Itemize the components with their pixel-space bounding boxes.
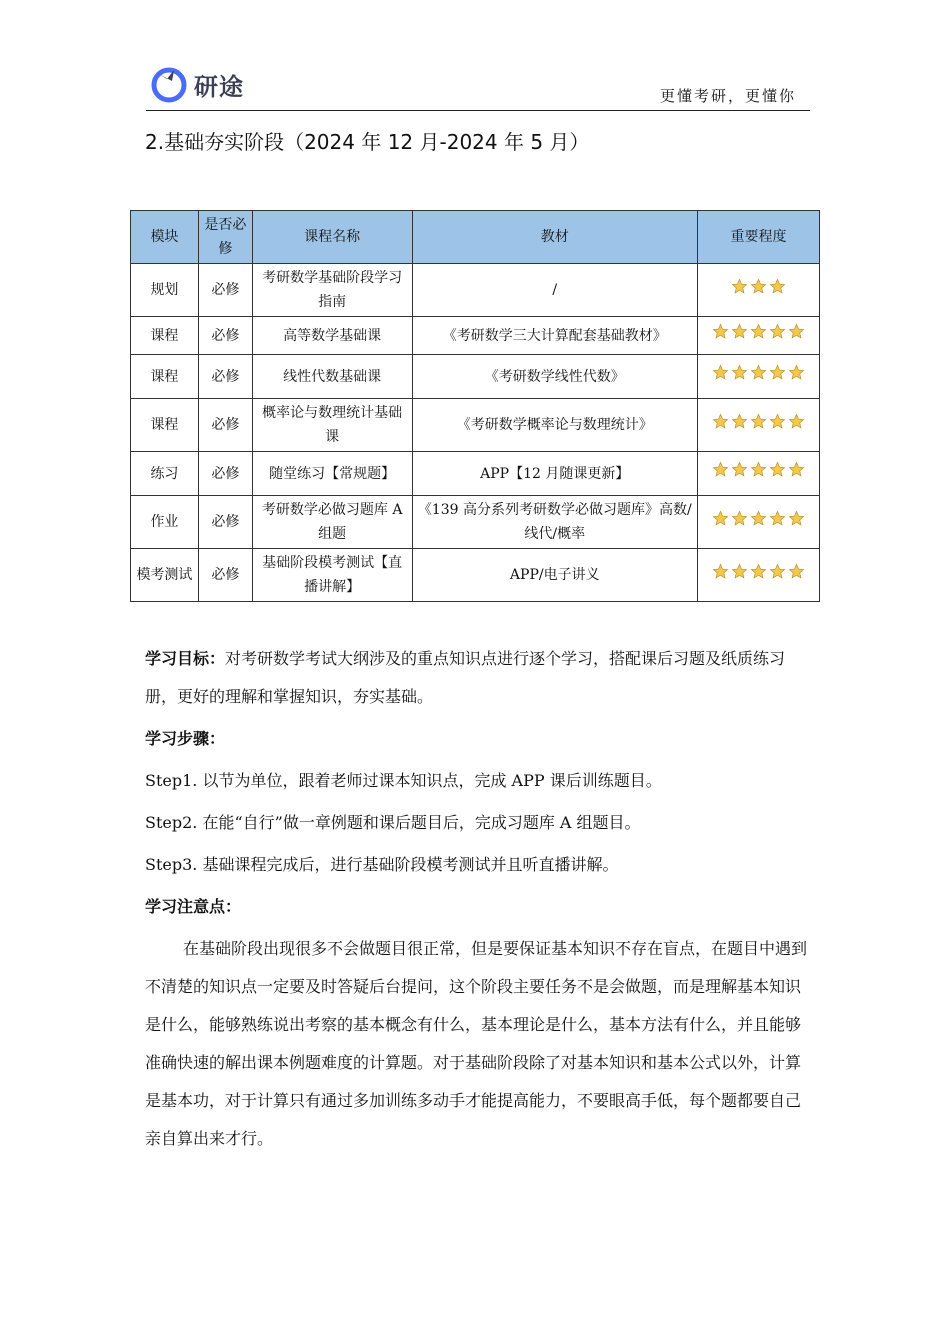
star-icon bbox=[769, 461, 786, 478]
module-cell: 规划 bbox=[131, 264, 199, 317]
column-header: 重要程度 bbox=[698, 211, 820, 264]
column-header: 教材 bbox=[412, 211, 697, 264]
goal-paragraph bbox=[145, 640, 810, 716]
material-cell: 《考研数学概率论与数理统计》 bbox=[412, 399, 697, 452]
module-cell: 模考测试 bbox=[131, 549, 199, 602]
material-cell: APP/电子讲义 bbox=[412, 549, 697, 602]
importance-cell bbox=[698, 317, 820, 355]
star-icon bbox=[712, 510, 729, 527]
importance-cell bbox=[698, 549, 820, 602]
star-icon bbox=[750, 278, 767, 295]
material-cell: 《139 高分系列考研数学必做习题库》高数/线代/概率 bbox=[412, 496, 697, 549]
steps-label: 学习步骤： bbox=[145, 729, 226, 748]
logo-icon bbox=[150, 65, 188, 103]
table-row bbox=[131, 317, 820, 355]
required-cell: 必修 bbox=[198, 355, 252, 399]
star-icon bbox=[750, 461, 767, 478]
table-row bbox=[131, 355, 820, 399]
section-title: 2.基础夯实阶段（2024 年 12 月-2024 年 5 月） bbox=[145, 130, 590, 154]
step-item: Step1. 以节为单位，跟着老师过课本知识点，完成 APP 课后训练题目。 bbox=[145, 771, 662, 790]
column-header: 模块 bbox=[131, 211, 199, 264]
star-icon bbox=[712, 364, 729, 381]
table-row bbox=[131, 549, 820, 602]
star-icon bbox=[731, 323, 748, 340]
star-icon bbox=[731, 413, 748, 430]
module-cell: 课程 bbox=[131, 317, 199, 355]
required-cell: 必修 bbox=[198, 399, 252, 452]
star-rating bbox=[712, 413, 805, 430]
star-rating bbox=[712, 563, 805, 580]
course-cell: 随堂练习【常规题】 bbox=[252, 452, 412, 496]
star-icon bbox=[769, 278, 786, 295]
column-header: 课程名称 bbox=[252, 211, 412, 264]
table-row bbox=[131, 452, 820, 496]
star-icon bbox=[769, 323, 786, 340]
star-icon bbox=[731, 461, 748, 478]
page-header bbox=[146, 62, 810, 111]
star-icon bbox=[712, 461, 729, 478]
table-header-row bbox=[131, 211, 820, 264]
required-cell: 必修 bbox=[198, 317, 252, 355]
notes-label: 学习注意点： bbox=[145, 897, 242, 916]
importance-cell bbox=[698, 264, 820, 317]
star-icon bbox=[769, 563, 786, 580]
study-content bbox=[145, 640, 810, 1158]
table-row bbox=[131, 496, 820, 549]
module-cell: 课程 bbox=[131, 355, 199, 399]
importance-cell bbox=[698, 355, 820, 399]
star-icon bbox=[750, 323, 767, 340]
star-icon bbox=[731, 364, 748, 381]
required-cell: 必修 bbox=[198, 549, 252, 602]
star-icon bbox=[750, 510, 767, 527]
goal-text: 对考研数学考试大纲涉及的重点知识点进行逐个学习，搭配课后习题及纸质练习册，更好的理解和掌握知识，夯实基础。 bbox=[145, 649, 786, 706]
star-icon bbox=[788, 461, 805, 478]
star-icon bbox=[788, 413, 805, 430]
star-icon bbox=[712, 323, 729, 340]
star-icon bbox=[769, 413, 786, 430]
star-icon bbox=[769, 510, 786, 527]
step-item: Step2. 在能“自行”做一章例题和课后题目后，完成习题库 A 组题目。 bbox=[145, 813, 641, 832]
course-cell: 概率论与数理统计基础课 bbox=[252, 399, 412, 452]
star-icon bbox=[788, 510, 805, 527]
importance-cell bbox=[698, 452, 820, 496]
material-cell: APP【12 月随课更新】 bbox=[412, 452, 697, 496]
module-cell: 练习 bbox=[131, 452, 199, 496]
required-cell: 必修 bbox=[198, 452, 252, 496]
course-cell: 基础阶段模考测试【直播讲解】 bbox=[252, 549, 412, 602]
module-cell: 课程 bbox=[131, 399, 199, 452]
goal-label: 学习目标： bbox=[145, 649, 226, 668]
star-icon bbox=[712, 413, 729, 430]
material-cell: / bbox=[412, 264, 697, 317]
header-slogan: 更懂考研，更懂你 bbox=[659, 87, 796, 105]
star-icon bbox=[731, 563, 748, 580]
required-cell: 必修 bbox=[198, 264, 252, 317]
star-icon bbox=[788, 323, 805, 340]
course-cell: 高等数学基础课 bbox=[252, 317, 412, 355]
star-rating bbox=[712, 364, 805, 381]
notes-paragraph: 在基础阶段出现很多不会做题目很正常，但是要保证基本知识不存在盲点，在题目中遇到不清楚的知识点一定要及时答疑后台提问，这个阶段主要任务不是会做题，而是理解基本知识是什么，能够熟练说出考察的基本概念有什么，基本理论是什么，基本方法有什么，并且能够准确快速的解出课本例题难度的计算题。对于基础阶段除了对基本知识和基本公式以外，计算是基本功，对于计算只有通过多加训练多动手才能提高能力，不要眼高手低，每个题都要自己亲自算出来才行。 bbox=[145, 939, 808, 1148]
star-rating bbox=[731, 278, 786, 295]
star-icon bbox=[731, 278, 748, 295]
course-cell: 考研数学基础阶段学习指南 bbox=[252, 264, 412, 317]
star-icon bbox=[712, 563, 729, 580]
star-icon bbox=[750, 364, 767, 381]
required-cell: 必修 bbox=[198, 496, 252, 549]
table-row bbox=[131, 399, 820, 452]
step-item: Step3. 基础课程完成后，进行基础阶段模考测试并且听直播讲解。 bbox=[145, 855, 619, 874]
importance-cell bbox=[698, 496, 820, 549]
star-icon bbox=[788, 364, 805, 381]
star-icon bbox=[750, 563, 767, 580]
table-row bbox=[131, 264, 820, 317]
star-icon bbox=[731, 510, 748, 527]
star-rating bbox=[712, 461, 805, 478]
column-header: 是否必修 bbox=[198, 211, 252, 264]
course-table bbox=[130, 210, 820, 602]
logo bbox=[150, 64, 244, 104]
material-cell: 《考研数学线性代数》 bbox=[412, 355, 697, 399]
star-rating bbox=[712, 510, 805, 527]
material-cell: 《考研数学三大计算配套基础教材》 bbox=[412, 317, 697, 355]
star-rating bbox=[712, 323, 805, 340]
course-cell: 线性代数基础课 bbox=[252, 355, 412, 399]
star-icon bbox=[769, 364, 786, 381]
star-icon bbox=[788, 563, 805, 580]
importance-cell bbox=[698, 399, 820, 452]
star-icon bbox=[750, 413, 767, 430]
module-cell: 作业 bbox=[131, 496, 199, 549]
brand-name: 研途 bbox=[194, 72, 244, 101]
course-cell: 考研数学必做习题库 A 组题 bbox=[252, 496, 412, 549]
